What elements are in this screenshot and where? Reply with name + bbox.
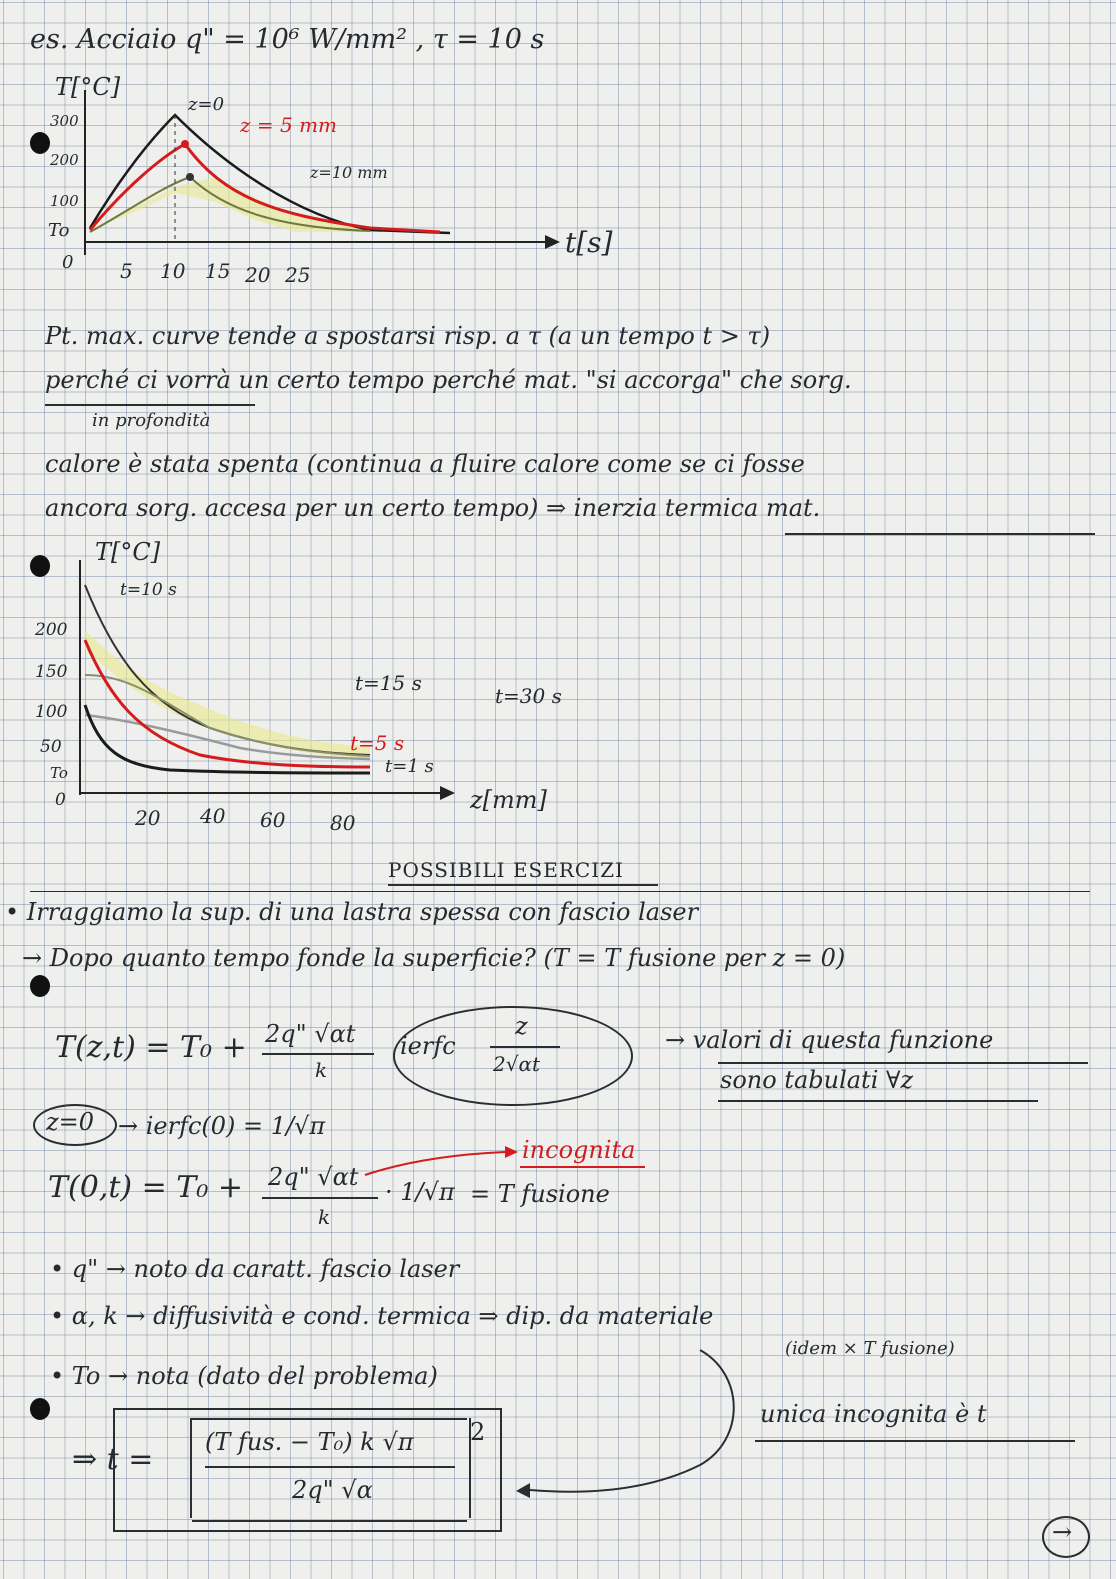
x-tick-label: 60: [260, 808, 286, 832]
y-tick-label: To: [48, 220, 70, 241]
x-tick-label: 20: [135, 806, 161, 830]
curve-label-z0: z=0: [188, 94, 225, 115]
next-page-arrow-icon: →: [1052, 1518, 1073, 1546]
y-tick-label: 100: [35, 702, 68, 722]
ierfc-arg-denominator: 2√αt: [493, 1052, 541, 1076]
formula-rhs: = T fusione: [470, 1180, 610, 1208]
curve-label-t10: t=10 s: [120, 580, 177, 600]
x-tick-label: 25: [285, 263, 311, 287]
curve-label-t1: t=1 s: [385, 756, 434, 777]
curve-label-t30: t=30 s: [495, 684, 562, 708]
ierfc-label: ierfc: [400, 1032, 456, 1060]
paragraph-line: ancora sorg. accesa per un certo tempo) ⇒ inerzia termica mat.: [45, 494, 821, 522]
y-tick-label: 300: [50, 112, 79, 130]
x-tick-label: 20: [245, 263, 271, 287]
paragraph-line: perché ci vorrà un certo tempo perché mat. "si accorga" che sorg.: [45, 366, 852, 394]
x-axis-arrow: [440, 786, 455, 800]
formula-numerator: 2q" √αt: [268, 1163, 359, 1191]
note-line: • α, k → diffusività e cond. termica ⇒ dip. da materiale: [50, 1302, 714, 1330]
binder-hole: [30, 975, 50, 997]
note-aside: (idem × T fusione): [785, 1338, 955, 1359]
formula-denominator: k: [318, 1205, 331, 1229]
y-tick-label: 50: [40, 737, 62, 757]
curve-label-t15: t=15 s: [355, 671, 422, 695]
curve-t1: [85, 705, 370, 773]
example-header: es. Acciaio q" = 10⁶ W/mm² , τ = 10 s: [30, 24, 545, 55]
result-exponent: 2: [470, 1418, 486, 1446]
fraction-bar: [262, 1053, 374, 1055]
note-line: • q" → noto da caratt. fascio laser: [50, 1255, 460, 1283]
curve-label-z5: z = 5 mm: [240, 113, 338, 137]
underline: [755, 1440, 1075, 1442]
underline: [785, 533, 1095, 535]
y-tick-label: 200: [35, 620, 68, 640]
result-lhs: ⇒ t =: [72, 1442, 154, 1477]
y-tick-label: 0: [55, 790, 66, 810]
incognita-label: incognita: [522, 1136, 636, 1164]
note-line: • To → nota (dato del problema): [50, 1362, 438, 1390]
z0-label: z=0: [46, 1108, 95, 1136]
fraction-bar: [262, 1197, 378, 1199]
bracket-arrow: [500, 1345, 760, 1505]
y-tick-label: 150: [35, 662, 68, 682]
unique-unknown: unica incognita è t: [760, 1400, 987, 1428]
peak-marker-z5: [181, 140, 189, 148]
fraction-bar: [490, 1046, 560, 1048]
x-axis-label: z[mm]: [470, 786, 547, 814]
highlight-band: [90, 177, 420, 232]
x-tick-label: 5: [120, 259, 133, 283]
underline: [718, 1062, 1088, 1064]
x-tick-label: 80: [330, 811, 356, 835]
formula-lhs: T(0,t) = T₀ +: [48, 1170, 244, 1205]
section-title-underline: [388, 884, 658, 886]
formula-denominator: k: [315, 1058, 328, 1082]
y-axis-label: T[°C]: [55, 73, 121, 101]
ierfc-zero: → ierfc(0) = 1/√π: [118, 1112, 326, 1140]
formula-factor: · 1/√π: [385, 1178, 455, 1206]
exercise-bullet: → Dopo quanto tempo fonde la superficie? (T = T fusione per z = 0): [22, 944, 846, 972]
underline: [45, 404, 255, 406]
x-axis-arrow: [545, 235, 560, 249]
paragraph-line: Pt. max. curve tende a spostarsi risp. a τ (a un tempo t > τ): [45, 322, 771, 350]
x-tick-label: 40: [200, 804, 226, 828]
result-denominator: 2q" √α: [292, 1476, 373, 1504]
x-tick-label: 15: [205, 259, 231, 283]
fraction-bar: [205, 1466, 455, 1468]
section-divider: [30, 891, 1090, 892]
y-tick-label: 0: [62, 252, 74, 273]
temperature-time-chart: [40, 70, 660, 300]
y-tick-label: 200: [50, 151, 79, 169]
formula-note: sono tabulati ∀z: [720, 1066, 914, 1094]
curve-label-z10: z=10 mm: [310, 163, 388, 182]
y-tick-label: 100: [50, 192, 79, 210]
result-numerator: (T fus. − T₀) k √π: [205, 1428, 414, 1456]
x-tick-label: 10: [160, 259, 186, 283]
ierfc-arg-numerator: z: [515, 1012, 528, 1040]
highlight-band: [85, 630, 370, 758]
formula-numerator: 2q" √αt: [265, 1020, 356, 1048]
result-bracket-left: [190, 1418, 200, 1518]
formula-lhs: T(z,t) = T₀ +: [55, 1030, 247, 1065]
temperature-depth-chart: [35, 538, 600, 840]
exercise-bullet: • Irraggiamo la sup. di una lastra spessa con fascio laser: [5, 898, 699, 926]
x-axis-label: t[s]: [565, 226, 613, 259]
peak-marker-z10: [186, 173, 194, 181]
paragraph-note: in profondità: [92, 410, 211, 431]
underline: [718, 1100, 1038, 1102]
y-axis-label: T[°C]: [95, 538, 161, 566]
binder-hole: [30, 1398, 50, 1420]
incognita-arrow: [360, 1140, 520, 1180]
section-title: POSSIBILI ESERCIZI: [388, 858, 624, 882]
paragraph-line: calore è stata spenta (continua a fluire calore come se ci fosse: [45, 450, 805, 478]
underline: [520, 1166, 645, 1168]
curve-label-t5: t=5 s: [350, 731, 405, 755]
formula-note: → valori di questa funzione: [665, 1026, 994, 1054]
y-tick-label: To: [50, 764, 68, 782]
